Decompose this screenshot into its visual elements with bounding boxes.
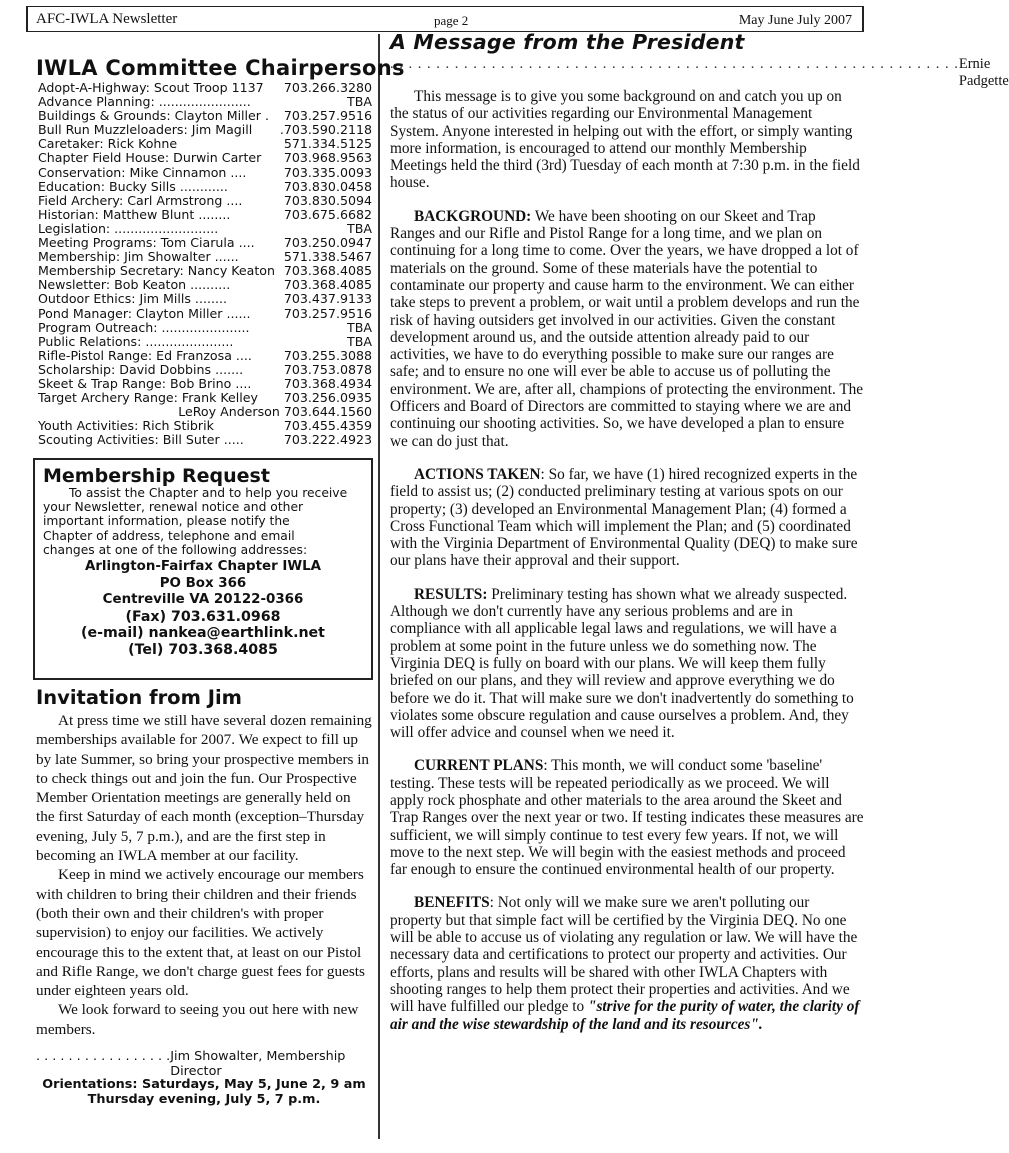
section-text: : This month, we will conduct some 'baseline' testing. These tests will be repeated periodically as we proceed. We will apply rock phosphate and other materials to the area around the Skeet and Trap Ranges over the next year or two. If testing indicates these measures are sufficient, we will simply continue to test every few years. If not, we will move to the next step. We will begin with the easiest methods and proceed far enough to ensure the continued environmental health of our property. — [390, 757, 864, 879]
section-heading: BENEFITS — [414, 894, 490, 912]
committee-phone: 703.644.1560 — [283, 404, 372, 420]
committee-role: Chapter Field House: Durwin Carter — [38, 150, 262, 166]
committee-role: Advance Planning: ....................... — [38, 94, 251, 110]
section-text: Preliminary testing has shown what we already suspected. Although we don't currently have any serious problems and are in compliance with all applicable legal laws and regulations, we will have a problem at some point in the future unless we do something now. The Virginia DEQ is fully on board with our plans. We will keep them fully briefed on our plans, and they will review and approve everything we do before we do it. That will make sure we don't inadvertently do something to violates some obscure regulation and cause ourselves a problem. And, they will offer advice and counsel when we need it. — [390, 585, 854, 742]
chapter-name: Arlington-Fairfax Chapter IWLA — [84, 559, 322, 575]
committee-role: LeRoy Anderson — [178, 404, 280, 420]
background-section — [390, 208, 864, 450]
committee-role: Target Archery Range: Frank Kelley — [38, 390, 259, 406]
committee-phone: 703.257.9516 — [283, 305, 372, 321]
membership-line: changes at one of the following addresses: — [43, 542, 308, 557]
committee-role: Meeting Programs: Tom Ciarula .... — [38, 235, 255, 251]
page-header — [26, 6, 864, 32]
invitation-heading: Invitation from Jim — [36, 686, 242, 709]
committee-phone: 703.222.4923 — [283, 432, 372, 448]
committee-role: Skeet & Trap Range: Bob Brino .... — [38, 375, 252, 391]
committee-row — [38, 335, 372, 349]
committee-phone: 703.255.3088 — [283, 347, 372, 363]
membership-request-box — [33, 458, 373, 680]
committee-row — [38, 307, 372, 321]
committee-role: Education: Bucky Sills ............ — [38, 178, 228, 194]
committee-row — [38, 321, 372, 335]
committee-phone: 703.368.4934 — [283, 375, 372, 391]
committee-row — [38, 250, 372, 264]
committee-role: Historian: Matthew Blunt ........ — [38, 206, 231, 222]
committee-role: Legislation: .......................... — [38, 220, 219, 236]
committee-phone: TBA — [347, 94, 372, 110]
committee-role: Outdoor Ethics: Jim Mills ........ — [38, 291, 227, 307]
committee-row — [38, 222, 372, 236]
membership-line: Chapter of address, telephone and email — [43, 528, 295, 543]
committee-role: Newsletter: Bob Keaton .......... — [38, 277, 231, 293]
committee-role: Field Archery: Carl Armstrong .... — [38, 192, 243, 208]
invitation-paragraph: Keep in mind we actively encourage our members with children to bring their children and their friends (both their own and their children's with proper supervision) to enjoy our facilities. We actively encourage this to the extent that, at least on our Pistol and Rifle Range, we don't charge guest fees for guests under eighteen years old. — [36, 866, 365, 1000]
orientations-notice — [36, 1077, 372, 1107]
committee-phone: .703.590.2118 — [279, 122, 372, 138]
committee-phone: TBA — [347, 220, 372, 236]
committee-phone: 703.455.4359 — [283, 418, 372, 434]
committee-role: Membership: Jim Showalter ...... — [38, 249, 239, 265]
committee-row — [38, 278, 372, 292]
committee-phone: 703.968.9563 — [283, 150, 372, 166]
committee-row — [38, 419, 372, 433]
section-heading: RESULTS: — [414, 585, 488, 603]
committee-phone: 703.266.3280 — [283, 80, 372, 95]
committee-role: Caretaker: Rick Kohne — [38, 136, 178, 152]
committee-role: Youth Activities: Rich Stibrik — [38, 418, 214, 434]
invitation-paragraph: We look forward to seeing you out here with new members. — [36, 1001, 359, 1038]
actions-taken-section — [390, 466, 864, 570]
committee-row — [38, 137, 372, 151]
committee-phone: 703.753.0878 — [283, 361, 372, 377]
committee-role: Scholarship: David Dobbins ....... — [38, 361, 244, 377]
email-address[interactable]: (e-mail) nankea@earthlink.net — [81, 625, 325, 642]
chapter-address — [43, 559, 363, 658]
invitation-paragraph: At press time we still have several dozen remaining memberships available for 2007. We expect to fill up by late Summer, so bring your prospective members in to check things out and join the fun. Our Prospective Member Orientation meetings are generally held on the first Saturday of each month (exception–Thursday evening, July 5, 7 p.m.), and are the first step in becoming an IWLA member at our facility. — [36, 712, 372, 865]
committee-row — [38, 405, 372, 419]
committee-row — [38, 264, 372, 278]
committee-row — [38, 433, 372, 447]
orientations-dates: Orientations: Saturdays, May 5, June 2, 9 am — [42, 1077, 366, 1092]
invitation-body — [36, 711, 372, 1039]
committee-row — [38, 81, 372, 95]
issue-date: May June July 2007 — [738, 13, 852, 28]
committee-row — [38, 194, 372, 208]
fax-number: (Fax) 703.631.0968 — [125, 608, 281, 625]
committee-row — [38, 151, 372, 165]
committee-role: Conservation: Mike Cinnamon .... — [38, 164, 247, 180]
membership-line: important information, please notify the — [43, 514, 290, 529]
invitation-signature-line — [36, 1049, 372, 1079]
committee-role: Adopt-A-Highway: Scout Troop 1137 — [38, 80, 264, 95]
committee-phone: 703.368.4085 — [283, 263, 372, 279]
committee-phone: 703.437.9133 — [283, 291, 372, 307]
committee-phone: 703.256.0935 — [283, 390, 372, 406]
committee-phone: 571.334.5125 — [283, 136, 372, 152]
committee-row — [38, 349, 372, 363]
committee-phone: 703.830.5094 — [283, 192, 372, 208]
column-divider — [378, 34, 380, 1139]
committee-phone: TBA — [347, 333, 372, 349]
committee-phone: 703.250.0947 — [283, 235, 372, 251]
benefits-section — [390, 894, 864, 1032]
committee-row — [38, 166, 372, 180]
results-section — [390, 586, 864, 742]
membership-text — [43, 486, 363, 557]
section-text: : Not only will we make sure we aren't polluting our property but that simple fact will be certified by the Virginia DEQ. No one will be able to accuse us of violating any regulation or law. We will have the necessary data and certifications to protect our property and activities. Our efforts, plans and results will be shared with other IWLA Chapters with shooting ranges to help them protect their properties and activities. And we will have fulfilled our pledge to — [390, 894, 858, 1016]
city-state-zip: Centreville VA 20122-0366 — [102, 592, 304, 608]
section-text: : So far, we have (1) hired recognized experts in the field to assist us; (2) conducted preliminary testing at various spots on our property; (3) developed an Environmental Management Plan; (4) formed a Cross Functional Team which will implement the Plan; and (5) coordinated with the Virginia Department of Environmental Quality (DEQ) to make sure our plans have their approval and their support. — [390, 465, 858, 570]
committee-role: Program Outreach: ...................... — [38, 319, 250, 335]
committee-phone: TBA — [347, 319, 372, 335]
committee-role: Rifle-Pistol Range: Ed Franzosa .... — [38, 347, 252, 363]
newsletter-name: AFC-IWLA Newsletter — [36, 11, 178, 27]
invitation-signature: Jim Showalter, Membership Director — [170, 1049, 346, 1079]
committee-row — [38, 208, 372, 222]
intro-paragraph: This message is to give you some background on and catch you up on the status of our activities regarding our Environmental Management System. Anyone interested in helping out with the effort, or simply wanting more information, is encouraged to attend our monthly Membership Meetings held the third (3rd) Tuesday of each month at 7:30 p.m. in the field house. — [390, 88, 860, 192]
committee-row — [38, 123, 372, 137]
membership-heading: Membership Request — [43, 465, 270, 487]
committee-row — [38, 363, 372, 377]
telephone-number: (Tel) 703.368.4085 — [128, 641, 278, 658]
orientations-thursday: Thursday evening, July 5, 7 p.m. — [87, 1092, 321, 1107]
committee-row — [38, 236, 372, 250]
president-author-line — [390, 56, 1009, 90]
committee-row — [38, 180, 372, 194]
committee-phone: 703.830.0458 — [283, 178, 372, 194]
committee-row — [38, 292, 372, 306]
committee-row — [38, 109, 372, 123]
committee-row — [38, 391, 372, 405]
president-message-body — [390, 88, 864, 1049]
committee-role: Scouting Activities: Bill Suter ..... — [38, 432, 244, 448]
author-name: Ernie Padgette — [958, 56, 1009, 89]
committee-row — [38, 377, 372, 391]
committee-row — [38, 95, 372, 109]
leader-dots: . . . . . . . . . . . . . . . . . . . . . . . . . . . . . . . . . . . . . . . . . . . . . . . . . . . . . . . . . . . . . . — [390, 56, 959, 72]
page-number: page 2 — [434, 13, 469, 28]
committee-phone: 703.257.9516 — [283, 108, 372, 124]
iwla-pledge-quote: "strive for the purity of water, the clarity of air and the wise stewardship of the land and its resources". — [390, 998, 860, 1033]
committee-role: Public Relations: ...................... — [38, 333, 234, 349]
committee-list — [38, 81, 372, 447]
section-heading: ACTIONS TAKEN — [414, 465, 541, 483]
committee-phone: 703.368.4085 — [283, 277, 372, 293]
po-box: PO Box 366 — [159, 575, 247, 591]
current-plans-section — [390, 757, 864, 878]
membership-line: To assist the Chapter and to help you receive — [69, 486, 348, 500]
committee-phone: 703.335.0093 — [283, 164, 372, 180]
president-message-heading: A Message from the President — [390, 30, 745, 54]
section-text: We have been shooting on our Skeet and Trap Ranges and our Rifle and Pistol Range for a long time, and we plan on continuing for a long time to come. Over the years, we have dropped a lot of materials on the ground. Some of these materials have the potential to contaminate our property and cause harm to the environment. We can either take steps to prevent a problem, or wait until a problem develops and run the risk of having outsiders get involved in our activities. Given the constant development around us, and the outside attention already paid to our activities, we have to do everything possible to make sure our ranges are safe; and to ensure no one will ever be able to accuse us of polluting the environment. We are, after all, champions of protecting the environment. The Officers and Board of Directors are committed to staying where we are and continuing our shooting activities. So, we have developed a plan to ensure we can do just that. — [390, 207, 864, 450]
section-heading: CURRENT PLANS — [414, 757, 544, 775]
membership-line: your Newsletter, renewal notice and other — [43, 500, 304, 515]
committee-phone: 571.338.5467 — [283, 249, 372, 265]
committee-role: Buildings & Grounds: Clayton Miller . — [38, 108, 269, 124]
committee-role: Bull Run Muzzleloaders: Jim Magill — [38, 122, 253, 138]
committee-role: Pond Manager: Clayton Miller ...... — [38, 305, 251, 321]
section-heading: BACKGROUND: — [414, 207, 532, 225]
committee-phone: 703.675.6682 — [283, 206, 372, 222]
committee-heading: IWLA Committee Chairpersons — [36, 56, 405, 80]
committee-role: Membership Secretary: Nancy Keaton — [38, 263, 275, 279]
leader-dots: . . . . . . . . . . . . . . . . . — [36, 1049, 171, 1064]
